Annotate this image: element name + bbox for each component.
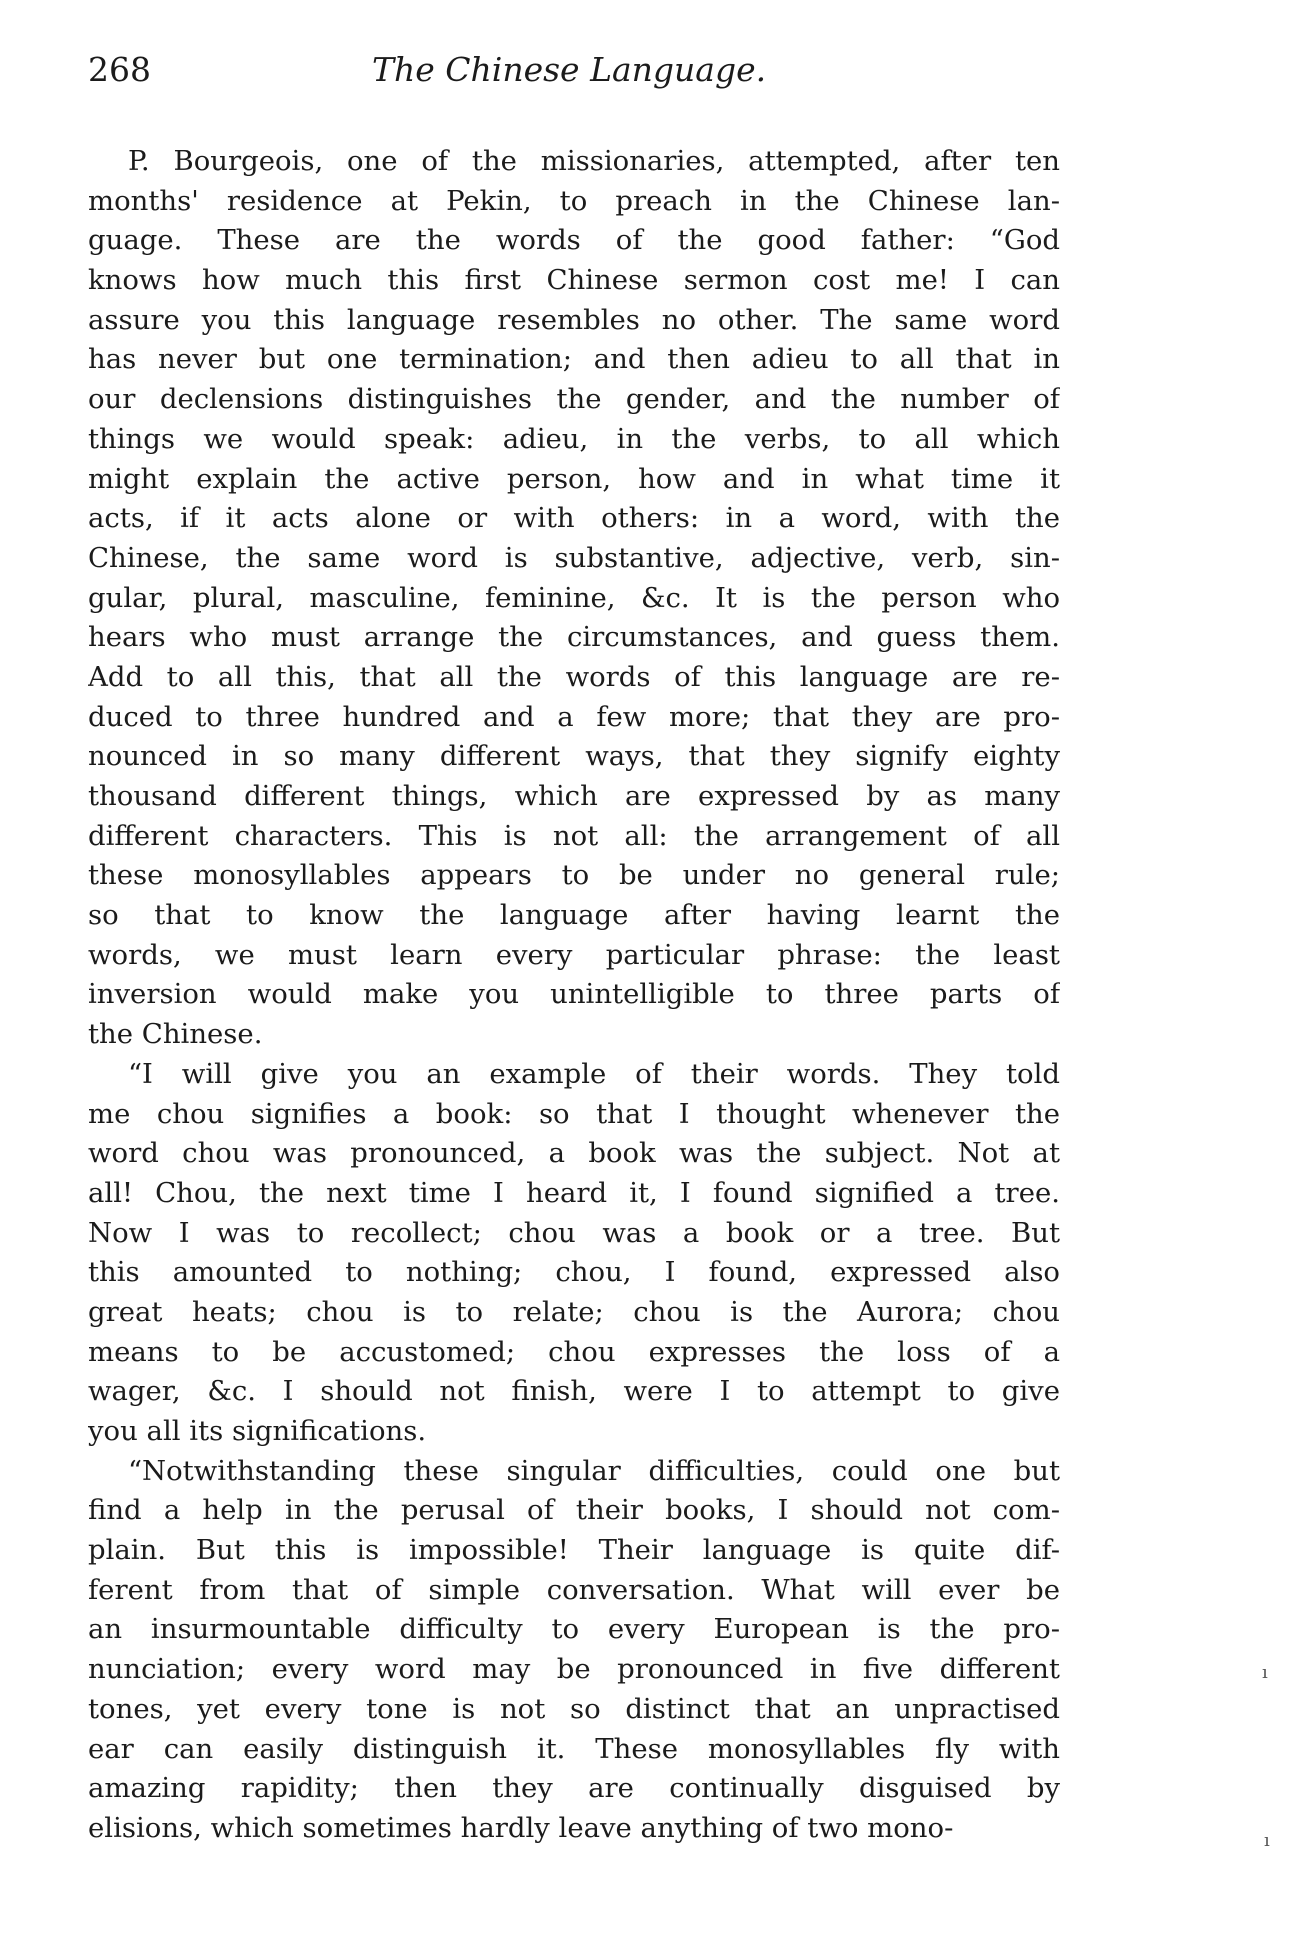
text-line: nounced in so many different ways, that they signify eighty	[88, 740, 1060, 773]
text-line: you all its significations.	[88, 1415, 427, 1447]
text-line: the Chinese.	[88, 1018, 263, 1051]
text-line: our declensions distinguishes the gender, and the number of	[88, 383, 1060, 416]
text-line: me chou signifies a book: so that I thought whenever the	[88, 1097, 1060, 1130]
text-line: acts, if it acts alone or with others: in a word, with the	[88, 502, 1060, 535]
text-line: duced to three hundred and a few more; that they are pro-	[88, 700, 1060, 733]
page-header	[88, 44, 1068, 104]
text-line: gular, plural, masculine, feminine, &c. It is the person who	[88, 581, 1060, 614]
text-line: months' residence at Pekin, to preach in the Chinese lan-	[88, 184, 1060, 217]
text-line: has never but one termination; and then adieu to all that in	[88, 343, 1060, 376]
page-number: 268	[88, 50, 151, 89]
text-line: “Notwithstanding these singular difficulties, could one but	[128, 1454, 1060, 1487]
running-title: The Chinese Language.	[372, 50, 767, 89]
text-line: all! Chou, the next time I heard it, I found signified a tree.	[88, 1176, 1060, 1209]
text-line: great heats; chou is to relate; chou is the Aurora; chou	[88, 1295, 1060, 1328]
text-line: words, we must learn every particular phrase: the least	[88, 938, 1060, 971]
text-line: nunciation; every word may be pronounced in five different	[88, 1653, 1060, 1686]
text-line: Now I was to recollect; chou was a book or a tree. But	[88, 1216, 1060, 1249]
text-line: amazing rapidity; then they are continually disguised by	[88, 1772, 1060, 1805]
text-line: different characters. This is not all: the arrangement of all	[88, 819, 1060, 852]
text-line: knows how much this first Chinese sermon cost me! I can	[88, 264, 1060, 297]
text-line: means to be accustomed; chou expresses the loss of a	[88, 1335, 1060, 1368]
text-line: wager, &c. I should not finish, were I to attempt to give	[88, 1375, 1060, 1408]
text-line: plain. But this is impossible! Their language is quite dif-	[88, 1534, 1060, 1567]
text-line: ear can easily distinguish it. These monosyllables fly with	[88, 1732, 1060, 1765]
text-line: ferent from that of simple conversation. What will ever be	[88, 1573, 1060, 1606]
text-line: this amounted to nothing; chou, I found, expressed also	[88, 1256, 1060, 1289]
text-line: guage. These are the words of the good father: “God	[88, 224, 1060, 257]
text-line: P. Bourgeois, one of the missionaries, attempted, after ten	[128, 145, 1060, 177]
text-line: these monosyllables appears to be under no general rule;	[88, 859, 1060, 892]
text-line: “I will give you an example of their words. They told	[128, 1057, 1060, 1090]
text-line: elisions, which sometimes hardly leave anything of two mono-	[88, 1811, 954, 1844]
text-line: an insurmountable difficulty to every European is the pro-	[88, 1613, 1060, 1646]
text-line: things we would speak: adieu, in the verbs, to all which	[88, 422, 1060, 455]
text-line: hears who must arrange the circumstances, and guess them.	[88, 621, 1060, 654]
scan-speck-icon: ı	[1264, 1830, 1270, 1851]
text-line: Add to all this, that all the words of this language are re-	[88, 660, 1060, 693]
text-line: thousand different things, which are expressed by as many	[88, 780, 1060, 812]
text-line: assure you this language resembles no other. The same word	[88, 303, 1060, 336]
text-body	[88, 142, 1060, 1849]
text-line: might explain the active person, how and in what time it	[88, 462, 1060, 495]
text-line: so that to know the language after having learnt the	[88, 899, 1060, 932]
text-line: inversion would make you unintelligible to three parts of	[88, 978, 1060, 1011]
text-line: word chou was pronounced, a book was the subject. Not at	[88, 1137, 1060, 1170]
scan-speck-icon: ı	[1262, 1662, 1268, 1683]
text-line: find a help in the perusal of their books, I should not com-	[88, 1494, 1060, 1527]
text-line: tones, yet every tone is not so distinct that an unpractised	[88, 1692, 1060, 1725]
text-line: Chinese, the same word is substantive, adjective, verb, sin-	[88, 541, 1060, 574]
